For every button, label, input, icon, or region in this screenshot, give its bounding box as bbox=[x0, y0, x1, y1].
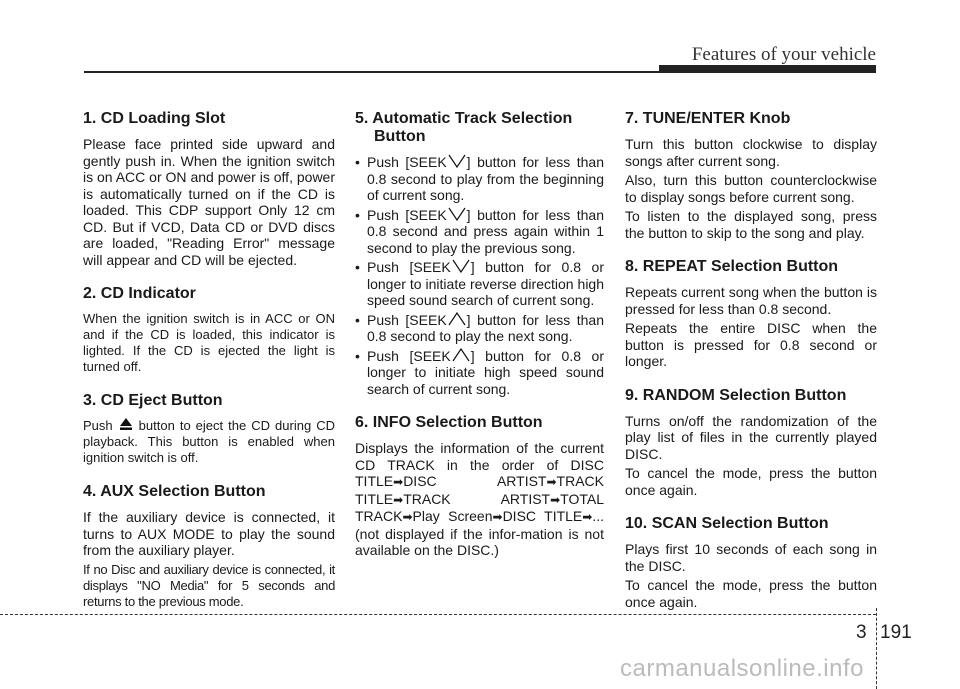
seek-label: Push [SEEK bbox=[367, 259, 451, 275]
seek-up-icon bbox=[451, 348, 471, 362]
eject-icon bbox=[120, 418, 132, 430]
arrow-right-icon: ➡ bbox=[582, 510, 593, 524]
seek-bullet-text: ] button for less than 0.8 second to play the next song. bbox=[367, 311, 605, 344]
seek-label: Push [SEEK bbox=[367, 206, 447, 223]
arrow-right-icon: ➡ bbox=[393, 475, 404, 489]
arrow-right-icon: ➡ bbox=[550, 492, 561, 507]
info-text-part: TRACK TITLE bbox=[355, 473, 604, 507]
section-body-info bbox=[355, 440, 604, 559]
info-text-part: TRACK ARTIST bbox=[403, 490, 551, 507]
arrow-right-icon: ➡ bbox=[393, 492, 404, 507]
info-text-part: DISC TITLE bbox=[502, 508, 583, 524]
seek-label: Push [SEEK bbox=[367, 347, 451, 364]
section-body-cd-indicator: When the ignition switch is in ACC or ON and if the CD is loaded, this indicator is lighted. If the CD is ejected the light is turned off. bbox=[83, 311, 335, 374]
section-body-random-2: To cancel the mode, press the button once again. bbox=[625, 465, 877, 498]
section-title-track-selection-line2: Button bbox=[374, 128, 426, 145]
section-body-scan-1: Plays first 10 seconds of each song in the DISC. bbox=[625, 541, 877, 574]
section-title-track-selection bbox=[355, 110, 604, 146]
info-text-part: TOTAL TRACK bbox=[355, 490, 604, 524]
seek-bullet-list bbox=[355, 154, 604, 397]
section-body-tune-3: To listen to the displayed song, press the button to skip to the song and play. bbox=[625, 208, 877, 241]
section-body-aux-2: If no Disc and auxiliary device is connected, it displays "NO Media" for 5 seconds and returns to the previous mode. bbox=[83, 561, 335, 609]
seek-label: Push [SEEK bbox=[367, 311, 447, 328]
arrow-right-icon: ➡ bbox=[492, 510, 503, 524]
section-body-repeat-1: Repeats current song when the button is pressed for less than 0.8 second. bbox=[625, 284, 877, 317]
seek-down-icon bbox=[451, 259, 471, 273]
info-text-part: Displays the information of the current CD TRACK in the order of DISC TITLE bbox=[355, 440, 604, 489]
seek-bullet-text: ] button for 0.8 or longer to initiate high speed sound search of current song. bbox=[367, 347, 605, 397]
header-rule bbox=[84, 71, 876, 73]
page-header-title: Features of your vehicle bbox=[691, 44, 876, 65]
section-title-cd-eject: 3. CD Eject Button bbox=[83, 392, 223, 409]
section-title-cd-indicator: 2. CD Indicator bbox=[83, 285, 196, 302]
section-body-tune-1: Turn this button clockwise to display songs after current song. bbox=[625, 136, 877, 169]
section-title-cd-loading-slot: 1. CD Loading Slot bbox=[83, 110, 226, 127]
section-body-scan-2: To cancel the mode, press the button once again. bbox=[625, 577, 877, 610]
footer-vertical-rule bbox=[876, 608, 877, 689]
column-1 bbox=[83, 110, 335, 613]
seek-bullet-item bbox=[355, 348, 604, 398]
info-text-part: Play Screen bbox=[412, 508, 493, 524]
eject-body-post: button to eject the CD during CD playback. This button is enabled when ignition switch is off. bbox=[83, 418, 335, 465]
column-2 bbox=[355, 110, 604, 562]
seek-bullet-text: ] button for 0.8 or longer to initiate reverse direction high speed sound search of current song. bbox=[367, 259, 605, 308]
section-title-repeat: 8. REPEAT Selection Button bbox=[625, 258, 839, 275]
section-body-cd-eject bbox=[83, 418, 335, 466]
seek-bullet-item bbox=[355, 259, 604, 309]
section-body-tune-2: Also, turn this button counterclockwise to display songs before current song. bbox=[625, 172, 877, 205]
arrow-right-icon: ➡ bbox=[402, 510, 413, 524]
section-title-aux: 4. AUX Selection Button bbox=[83, 483, 266, 500]
eject-body-pre: Push bbox=[83, 418, 113, 433]
footer-rule bbox=[0, 614, 876, 615]
section-body-random-1: Turns on/off the randomization of the play list of files in the currently played DISC. bbox=[625, 412, 877, 462]
seek-bullet-item bbox=[355, 312, 604, 345]
watermark: carmanualsonline.info bbox=[620, 655, 864, 682]
section-title-tune-enter: 7. TUNE/ENTER Knob bbox=[625, 110, 791, 127]
seek-down-icon bbox=[447, 154, 467, 168]
info-text-part: ... (not displayed if the infor-mation is not available on the DISC.) bbox=[355, 508, 604, 558]
section-body-repeat-2: Repeats the entire DISC when the button is pressed for 0.8 second or longer. bbox=[625, 320, 877, 369]
section-body-aux-1: If the auxiliary device is connected, it turns to AUX MODE to play the sound from the auxiliary player. bbox=[83, 509, 335, 558]
seek-bullet-text: ] button for less than 0.8 second and press again within 1 second to play the previous song. bbox=[367, 206, 605, 256]
chapter-number: 3 bbox=[856, 622, 867, 643]
section-title-info: 6. INFO Selection Button bbox=[355, 414, 543, 431]
seek-up-icon bbox=[447, 312, 467, 326]
arrow-right-icon: ➡ bbox=[546, 475, 557, 489]
seek-bullet-item bbox=[355, 207, 604, 257]
seek-bullet-item bbox=[355, 154, 604, 204]
seek-bullet-text: ] button for less than 0.8 second to play from the beginning of current song. bbox=[367, 154, 605, 203]
section-body-cd-loading-slot: Please face printed side upward and gently push in. When the ignition switch is on ACC or ON and power is off, power is automatically turned on if the CD is loaded. This CDP support Only 12 cm CD. But if VCD, Data CD or DVD discs are loaded, "Reading Error" message will appear and CD will be ejected. bbox=[83, 136, 335, 268]
seek-label: Push [SEEK bbox=[367, 154, 447, 170]
section-title-scan: 10. SCAN Selection Button bbox=[625, 515, 829, 532]
page-number: 191 bbox=[880, 622, 912, 643]
info-text-part: DISC ARTIST bbox=[403, 473, 547, 489]
section-title-random: 9. RANDOM Selection Button bbox=[625, 386, 847, 404]
seek-down-icon bbox=[447, 207, 467, 221]
section-title-track-selection-line1: 5. Automatic Track Selection bbox=[355, 110, 573, 127]
column-3 bbox=[625, 110, 877, 613]
